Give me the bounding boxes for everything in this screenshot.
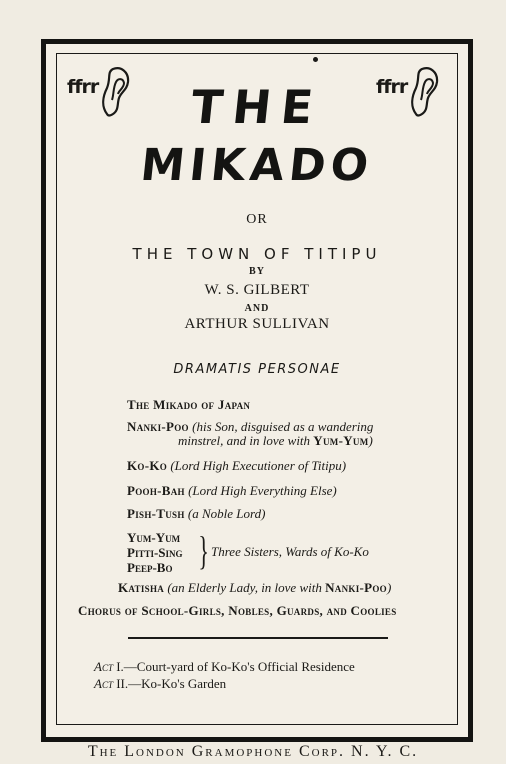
- act-number: II.: [116, 676, 129, 691]
- or-label: OR: [246, 212, 268, 227]
- title-line-1: THE: [188, 80, 326, 134]
- role-name: Chorus of School-Girls, Nobles, Guards, and Coolies: [78, 603, 397, 618]
- sister-pitti-sing: Pitti-Sing: [127, 545, 183, 560]
- title-line-2: MIKADO: [138, 140, 376, 191]
- role-name: Nanki-Poo: [127, 419, 189, 434]
- author-gilbert: W. S. GILBERT: [204, 282, 310, 298]
- role-pooh-bah: [127, 483, 337, 499]
- role-desc: (Lord High Executioner of Titipu): [170, 458, 347, 473]
- role-name: Pooh-Bah: [127, 483, 185, 498]
- ink-dot: [313, 57, 318, 62]
- ffrr-logo-text: ffrr: [376, 76, 408, 98]
- divider: [128, 637, 388, 639]
- role-name: Katisha: [118, 580, 165, 595]
- act-setting: —Ko-Ko's Garden: [128, 676, 227, 691]
- act-label: Act: [94, 659, 113, 674]
- act-1: [94, 659, 355, 675]
- sister-peep-bo: Peep-Bo: [127, 560, 173, 575]
- role-name: Pish-Tush: [127, 506, 185, 521]
- brace-icon: }: [198, 528, 209, 573]
- sister-yum-yum: Yum-Yum: [127, 530, 181, 545]
- role-pish-tush: [127, 506, 265, 522]
- role-desc-name: Yum-Yum: [313, 433, 369, 448]
- role-desc: minstrel, and in love with: [178, 433, 314, 448]
- role-desc-name: Nanki-Poo: [325, 580, 387, 595]
- author-sullivan: ARTHUR SULLIVAN: [184, 316, 330, 332]
- act-setting: —Court-yard of Ko-Ko's Official Residence: [123, 659, 355, 674]
- role-katisha: [118, 580, 391, 596]
- role-desc: (Lord High Everything Else): [188, 483, 337, 498]
- subtitle: THE TOWN OF TITIPU: [132, 245, 382, 263]
- act-label: Act: [94, 676, 113, 691]
- role-desc: (a Noble Lord): [187, 506, 266, 521]
- act-2: [94, 676, 226, 692]
- publisher-footer: The London Gramophone Corp. N. Y. C.: [87, 743, 419, 760]
- role-chorus: [78, 603, 397, 619]
- role-ko-ko: [127, 458, 346, 474]
- and-label: AND: [244, 303, 270, 314]
- role-name: Ko-Ko: [127, 458, 168, 473]
- role-desc-end: ): [368, 433, 373, 448]
- role-nanki-poo-cont: [178, 433, 373, 449]
- role-desc: (his Son, disguised as a wandering: [192, 419, 374, 434]
- ffrr-logo-text: ffrr: [67, 76, 99, 98]
- by-label: BY: [249, 266, 265, 277]
- role-desc-end: ): [386, 580, 392, 595]
- role-name: The Mikado of Japan: [127, 397, 251, 412]
- act-number: I.: [116, 659, 124, 674]
- role-desc: (an Elderly Lady, in love with: [167, 580, 326, 595]
- sisters-desc: Three Sisters, Wards of Ko-Ko: [211, 544, 369, 559]
- role-mikado: [127, 397, 250, 413]
- dramatis-personae-heading: DRAMATIS PERSONAE: [173, 362, 341, 377]
